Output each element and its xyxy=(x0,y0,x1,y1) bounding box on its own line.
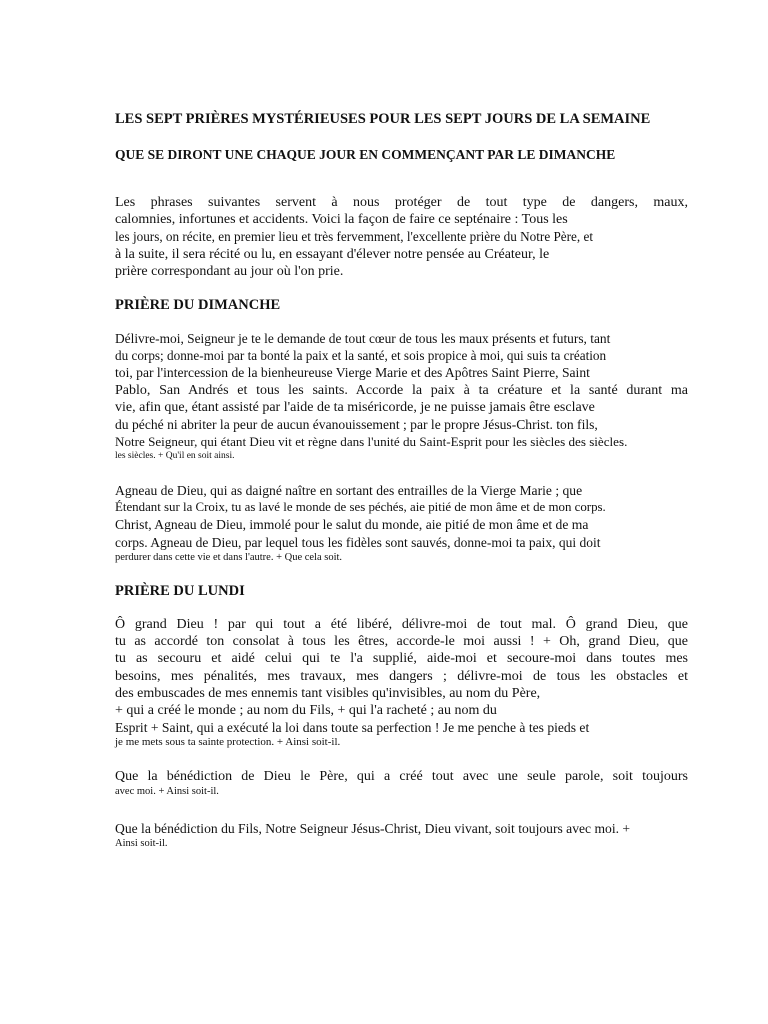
monday-p3-line: Que la bénédiction du Fils, Notre Seigneur Jésus-Christ, Dieu vivant, soit toujours avec moi. + xyxy=(115,821,631,836)
monday-p1-line: tu as secouru et aidé celui qui te l'a supplié, aide-moi et secoure-moi dans toutes mes xyxy=(115,651,688,667)
monday-p1-line: tu as accordé ton consolat à tous les êtres, accorde-le moi aussi ! + Oh, grand Dieu, que xyxy=(115,634,688,650)
sunday-p2-line: Agneau de Dieu, qui as daigné naître en sortant des entrailles de la Vierge Marie ; que xyxy=(115,483,583,498)
intro-line: Les phrases suivantes servent à nous protéger de tout type de dangers, maux, xyxy=(115,195,688,210)
intro-paragraph xyxy=(115,194,688,280)
document-title: LES SEPT PRIÈRES MYSTÉRIEUSES POUR LES SEPT JOURS DE LA SEMAINE xyxy=(115,111,651,127)
monday-p2-line: Que la bénédiction de Dieu le Père, qui a créé tout avec une seule parole, soit toujours xyxy=(115,769,688,784)
sunday-paragraph-2 xyxy=(115,482,688,564)
monday-p1-line: des embuscades de mes ennemis tant visibles qu'invisibles, au nom du Père, xyxy=(115,685,541,701)
monday-heading: PRIÈRE DU LUNDI xyxy=(115,583,245,599)
intro-line: prière correspondant au jour où l'on prie. xyxy=(115,263,344,279)
monday-p1-line: besoins, mes pénalités, mes travaux, mes dangers ; délivre-moi de tous les obstacles et xyxy=(115,668,688,684)
monday-p1-line: Ô grand Dieu ! par qui tout a été libéré, délivre-moi de tout mal. Ô grand Dieu, que xyxy=(115,617,688,632)
document-subtitle: QUE SE DIRONT UNE CHAQUE JOUR EN COMMENÇANT PAR LE DIMANCHE xyxy=(115,147,616,162)
sunday-paragraph-1 xyxy=(115,330,688,463)
intro-line: les jours, on récite, en premier lieu et très fervemment, l'excellente prière du Notre Père, et xyxy=(115,229,594,245)
monday-p2-tail: avec moi. + Ainsi soit-il. xyxy=(115,786,219,798)
sunday-p1-tail: les siècles. + Qu'il en soit ainsi. xyxy=(115,451,235,462)
monday-p3-tail: Ainsi soit-il. xyxy=(115,838,168,850)
sunday-p2-line: Christ, Agneau de Dieu, immolé pour le salut du monde, aie pitié de mon âme et de ma xyxy=(115,517,589,533)
sunday-p1-line: du péché ni abriter la peur de aucun évanouissement ; par le propre Jésus-Christ. ton fils, xyxy=(115,417,598,433)
sunday-p2-tail: perdurer dans cette vie et dans l'autre. + Que cela soit. xyxy=(115,551,343,563)
monday-p1-line: Esprit + Saint, qui a exécuté la loi dans toute sa perfection ! Je me penche à tes pieds et xyxy=(115,720,590,736)
sunday-p2-line: corps. Agneau de Dieu, par lequel tous les fidèles sont sauvés, donne-moi ta paix, qui doit xyxy=(115,534,601,550)
sunday-p1-line: toi, par l'intercession de la bienheureuse Vierge Marie et des Apôtres Saint Pierre, Saint xyxy=(115,365,590,381)
sunday-p1-line: du corps; donne-moi par ta bonté la paix et la santé, et sois propice à moi, qui suis ta création xyxy=(115,348,607,364)
sunday-heading: PRIÈRE DU DIMANCHE xyxy=(115,297,281,313)
monday-p1-line: + qui a créé le monde ; au nom du Fils, + qui l'a racheté ; au nom du xyxy=(115,703,497,719)
sunday-p1-line: Pablo, San Andrés et tous les saints. Accorde la paix à ta créature et la santé durant ma xyxy=(115,382,688,398)
monday-paragraph-3 xyxy=(115,820,688,850)
intro-line: calomnies, infortunes et accidents. Voici la façon de faire ce septénaire : Tous les xyxy=(115,212,568,228)
monday-p1-tail: je me mets sous ta sainte protection. + Ainsi soit-il. xyxy=(115,736,341,749)
sunday-p1-line: Notre Seigneur, qui étant Dieu vit et règne dans l'unité du Saint-Esprit pour les siècles des siècles. xyxy=(115,434,628,450)
monday-paragraph-2 xyxy=(115,768,688,798)
monday-paragraph-1 xyxy=(115,616,688,749)
sunday-p1-line: Délivre-moi, Seigneur je te le demande de tout cœur de tous les maux présents et futurs, tant xyxy=(115,331,611,346)
sunday-p1-line: vie, afin que, étant assisté par l'aide de ta miséricorde, je ne puisse jamais être esclave xyxy=(115,399,595,415)
intro-line: à la suite, il sera récité ou lu, en essayant d'élever notre pensée au Créateur, le xyxy=(115,246,550,262)
sunday-p2-line: Étendant sur la Croix, tu as lavé le monde de ses péchés, aie pitié de mon âme et de mon corps. xyxy=(115,500,606,515)
